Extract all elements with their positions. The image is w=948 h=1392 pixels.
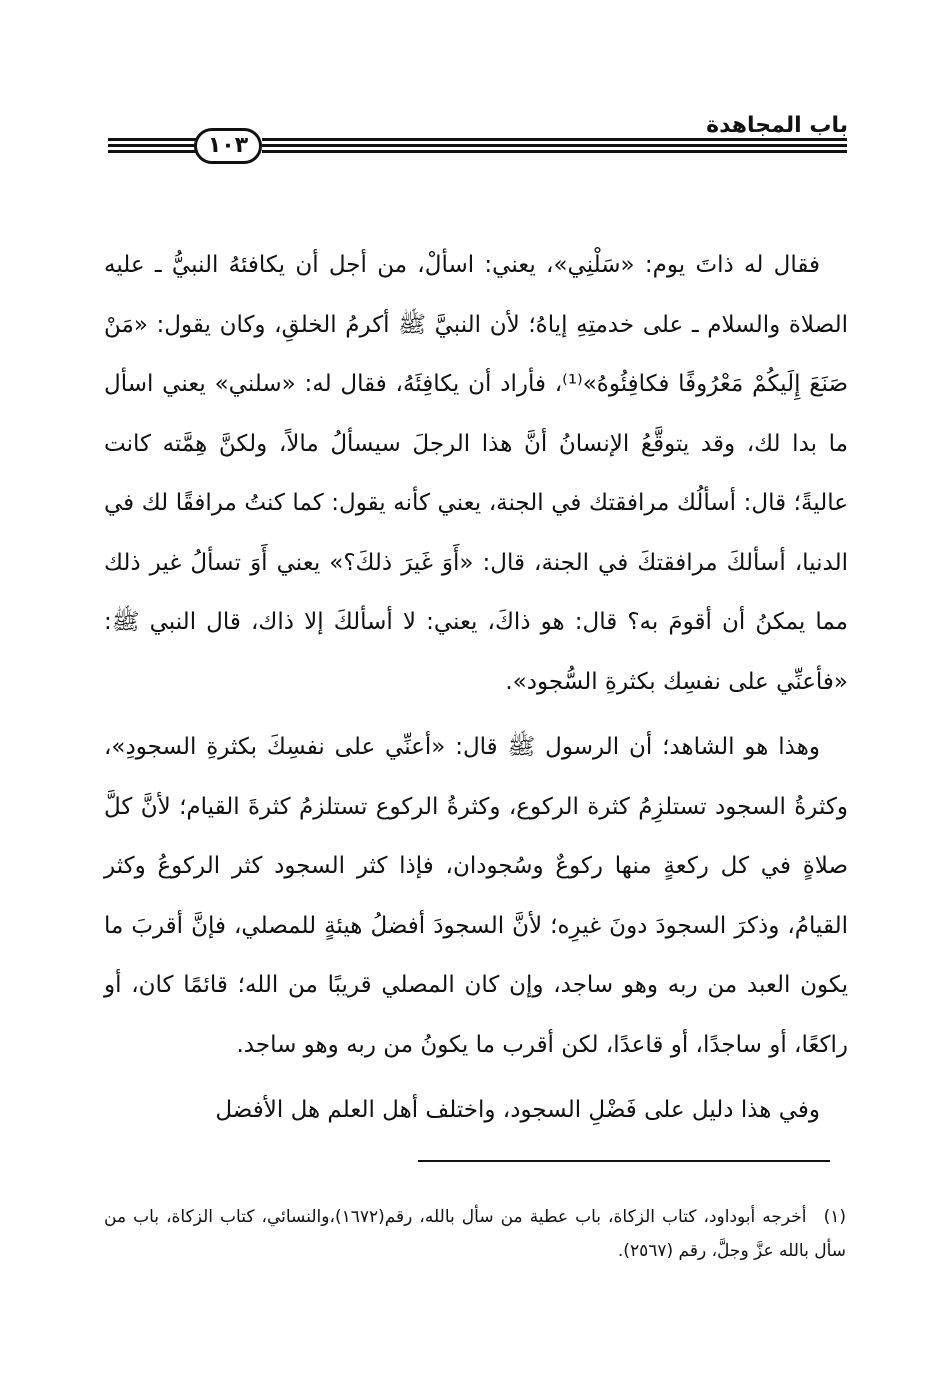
body-text	[104, 236, 848, 1141]
footnote-marker: (١)	[823, 1207, 846, 1227]
paragraph-1: فقال له ذاتَ يوم: «سَلْنِي»، يعني: اسألْ، من أجل أن يكافئهُ النبيُّ ـ عليه الصلاة والسلام ـ على خدمتِهِ إياهُ؛ لأن النبيَّ ﷺ أكرمُ الخلقِ، وكان يقول: «مَنْ صَنَعَ إِلَيكُمْ مَعْرُوفًا فكافِئُوهُ»⁽¹⁾، فأراد أن يكافِئَهُ، فقال له: «سلني» يعني اسأل ما بدا لك، وقد يتوقَّعُ الإنسانُ أنَّ هذا الرجلَ سيسألُ مالاً، ولكنَّ هِمَّته كانت عاليةً؛ قال: أسألُك مرافقتك في الجنة، يعني كأنه يقول: كما كنتُ مرافقًا لك في الدنيا، أسألكَ مرافقتكَ في الجنة، قال: «أَوَ غَيرَ ذلكَ؟» يعني أَوَ تسألُ غير ذلك مما يمكنُ أن أقومَ به؟ قال: هو ذاكَ، يعني: لا أسألكَ إلا ذاك، قال النبي ﷺ: «فأعنِّي على نفسِك بكثرةِ السُّجود».	[104, 252, 848, 695]
header-rule-left	[108, 138, 196, 156]
header-rule-right	[262, 138, 847, 156]
footnote-text: أخرجه أبوداود، كتاب الزكاة، باب عطية من سأل بالله، رقم(١٦٧٢)،والنسائي، كتاب الزكاة، باب من سأل بالله عزَّ وجلَّ، رقم (٢٥٦٧).	[104, 1207, 846, 1261]
page-number: ١٠٣	[194, 128, 262, 164]
chapter-title: باب المجاهدة	[706, 113, 848, 138]
footnote-divider	[418, 1160, 830, 1162]
footnote-1	[104, 1200, 846, 1268]
footnotes	[104, 1200, 846, 1268]
paragraph-3: وفي هذا دليل على فَضْلِ السجود، واختلف أهل العلم هل الأفضل	[215, 1097, 820, 1123]
paragraph-2: وهذا هو الشاهد؛ أن الرسول ﷺ قال: «أعنِّي على نفسِكَ بكثرةِ السجودِ»، وكثرةُ السجود تستلزِمُ كثرة الركوع، وكثرةُ الركوع تستلزمُ كثرةَ القيام؛ لأنَّ كلَّ صلاةٍ في كل ركعةٍ منها ركوعٌ وسُجودان، فإذا كثر السجود كثر الركوعُ وكثر القيامُ، وذكرَ السجودَ دونَ غيرِه؛ لأنَّ السجودَ أفضلُ هيئةٍ للمصلي، فإنَّ أقربَ ما يكون العبد من ربه وهو ساجد، وإن كان المصلي قريبًا من الله؛ قائمًا كان، أو راكعًا، أو ساجدًا، أو قاعدًا، لكن أقرب ما يكونُ من ربه وهو ساجد.	[104, 734, 848, 1058]
